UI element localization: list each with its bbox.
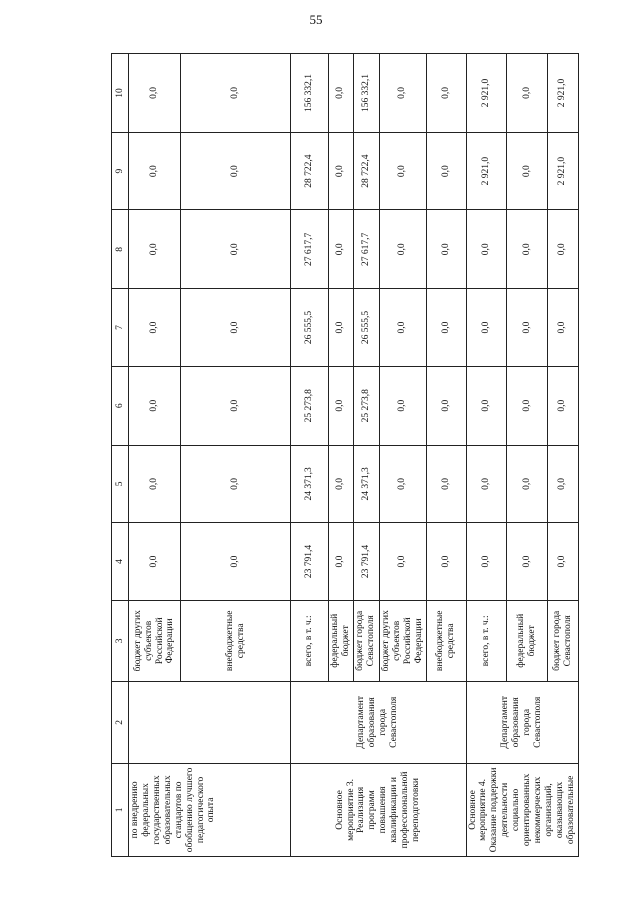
value-cell: 0,0 xyxy=(329,132,354,210)
executor-cell: Департамент образования города Севастополя xyxy=(291,681,467,763)
value-cell: 0,0 xyxy=(548,289,579,367)
value-cell: 0,0 xyxy=(426,132,466,210)
value-cell: 0,0 xyxy=(329,523,354,601)
header-cell: 3 xyxy=(112,600,129,681)
value-cell: 0,0 xyxy=(329,366,354,445)
table-row xyxy=(291,54,329,857)
value-cell: 0,0 xyxy=(507,366,548,445)
value-cell: 0,0 xyxy=(507,523,548,601)
value-cell: 0,0 xyxy=(129,366,181,445)
value-cell: 0,0 xyxy=(466,210,507,289)
value-cell: 0,0 xyxy=(426,210,466,289)
value-cell: 0,0 xyxy=(129,445,181,523)
value-cell: 0,0 xyxy=(507,132,548,210)
value-cell: 2 921,0 xyxy=(548,132,579,210)
header-cell: 8 xyxy=(112,210,129,289)
value-cell: 0,0 xyxy=(507,289,548,367)
value-cell: 0,0 xyxy=(548,523,579,601)
value-cell: 0,0 xyxy=(129,132,181,210)
value-cell: 26 555,5 xyxy=(291,289,329,367)
funding-source-cell: бюджет города Севастополя xyxy=(353,600,379,681)
value-cell: 0,0 xyxy=(466,289,507,367)
value-cell: 2 921,0 xyxy=(466,54,507,133)
value-cell: 0,0 xyxy=(426,289,466,367)
value-cell: 0,0 xyxy=(329,210,354,289)
value-cell: 0,0 xyxy=(507,210,548,289)
funding-source-cell: внебюджетные средства xyxy=(181,600,291,681)
funding-source-cell: федеральный бюджет xyxy=(507,600,548,681)
value-cell: 0,0 xyxy=(466,523,507,601)
value-cell: 0,0 xyxy=(329,54,354,133)
value-cell: 0,0 xyxy=(507,445,548,523)
executor-cell xyxy=(129,681,291,763)
value-cell: 0,0 xyxy=(181,366,291,445)
funding-source-cell: всего, в т. ч.: xyxy=(291,600,329,681)
value-cell: 0,0 xyxy=(426,366,466,445)
rotated-table xyxy=(111,53,576,857)
value-cell: 0,0 xyxy=(426,54,466,133)
value-cell: 156 332,1 xyxy=(353,54,379,133)
funding-table xyxy=(111,53,579,857)
value-cell: 156 332,1 xyxy=(291,54,329,133)
value-cell: 0,0 xyxy=(548,445,579,523)
value-cell: 0,0 xyxy=(426,445,466,523)
value-cell: 0,0 xyxy=(379,210,426,289)
value-cell: 27 617,7 xyxy=(353,210,379,289)
value-cell: 0,0 xyxy=(379,289,426,367)
funding-source-cell: внебюджетные средства xyxy=(426,600,466,681)
value-cell: 0,0 xyxy=(129,523,181,601)
value-cell: 24 371,3 xyxy=(291,445,329,523)
header-cell: 7 xyxy=(112,289,129,367)
measure-name-cell: Основное мероприятие 3. Реализация программ повышения квалификации и профессиональной переподготовки xyxy=(291,763,467,856)
value-cell: 0,0 xyxy=(329,289,354,367)
value-cell: 0,0 xyxy=(548,210,579,289)
value-cell: 0,0 xyxy=(181,210,291,289)
header-cell: 10 xyxy=(112,54,129,133)
value-cell: 0,0 xyxy=(129,54,181,133)
header-row xyxy=(112,54,129,857)
value-cell: 0,0 xyxy=(181,445,291,523)
value-cell: 0,0 xyxy=(507,54,548,133)
rotated-table-area xyxy=(111,53,576,857)
value-cell: 0,0 xyxy=(181,54,291,133)
value-cell: 2 921,0 xyxy=(466,132,507,210)
funding-source-cell: федеральный бюджет xyxy=(329,600,354,681)
value-cell: 0,0 xyxy=(329,445,354,523)
value-cell: 25 273,8 xyxy=(353,366,379,445)
value-cell: 0,0 xyxy=(379,523,426,601)
value-cell: 27 617,7 xyxy=(291,210,329,289)
header-cell: 4 xyxy=(112,523,129,601)
measure-name-cell: по внедрению федеральных государственных образовательных стандартов по обобщению лучшего педагогического опыта xyxy=(129,763,291,856)
funding-source-cell: бюджет города Севастополя xyxy=(548,600,579,681)
value-cell: 0,0 xyxy=(379,54,426,133)
table-row xyxy=(129,54,181,857)
value-cell: 0,0 xyxy=(129,210,181,289)
value-cell: 0,0 xyxy=(181,289,291,367)
value-cell: 0,0 xyxy=(379,132,426,210)
header-cell: 9 xyxy=(112,132,129,210)
page-number: 55 xyxy=(309,12,323,27)
measure-name-cell: Основное мероприятие 4. Оказание поддержки деятельности социально ориентированных некоммерческих организаций, оказывающих образовательные xyxy=(466,763,578,856)
value-cell: 2 921,0 xyxy=(548,54,579,133)
header-cell: 1 xyxy=(112,763,129,856)
value-cell: 0,0 xyxy=(548,366,579,445)
header-cell: 2 xyxy=(112,681,129,763)
value-cell: 24 371,3 xyxy=(353,445,379,523)
value-cell: 23 791,4 xyxy=(353,523,379,601)
value-cell: 23 791,4 xyxy=(291,523,329,601)
value-cell: 0,0 xyxy=(181,523,291,601)
value-cell: 0,0 xyxy=(379,445,426,523)
value-cell: 0,0 xyxy=(466,366,507,445)
value-cell: 0,0 xyxy=(379,366,426,445)
value-cell: 26 555,5 xyxy=(353,289,379,367)
value-cell: 0,0 xyxy=(466,445,507,523)
value-cell: 25 273,8 xyxy=(291,366,329,445)
value-cell: 28 722,4 xyxy=(291,132,329,210)
value-cell: 0,0 xyxy=(181,132,291,210)
value-cell: 0,0 xyxy=(426,523,466,601)
value-cell: 0,0 xyxy=(129,289,181,367)
header-cell: 6 xyxy=(112,366,129,445)
value-cell: 28 722,4 xyxy=(353,132,379,210)
header-cell: 5 xyxy=(112,445,129,523)
funding-source-cell: всего, в т. ч.: xyxy=(466,600,507,681)
table-row xyxy=(466,54,507,857)
executor-cell: Департамент образования города Севастополя xyxy=(466,681,578,763)
funding-source-cell: бюджет других субъектов Российской Федерации xyxy=(129,600,181,681)
funding-source-cell: бюджет других субъектов Российской Федерации xyxy=(379,600,426,681)
